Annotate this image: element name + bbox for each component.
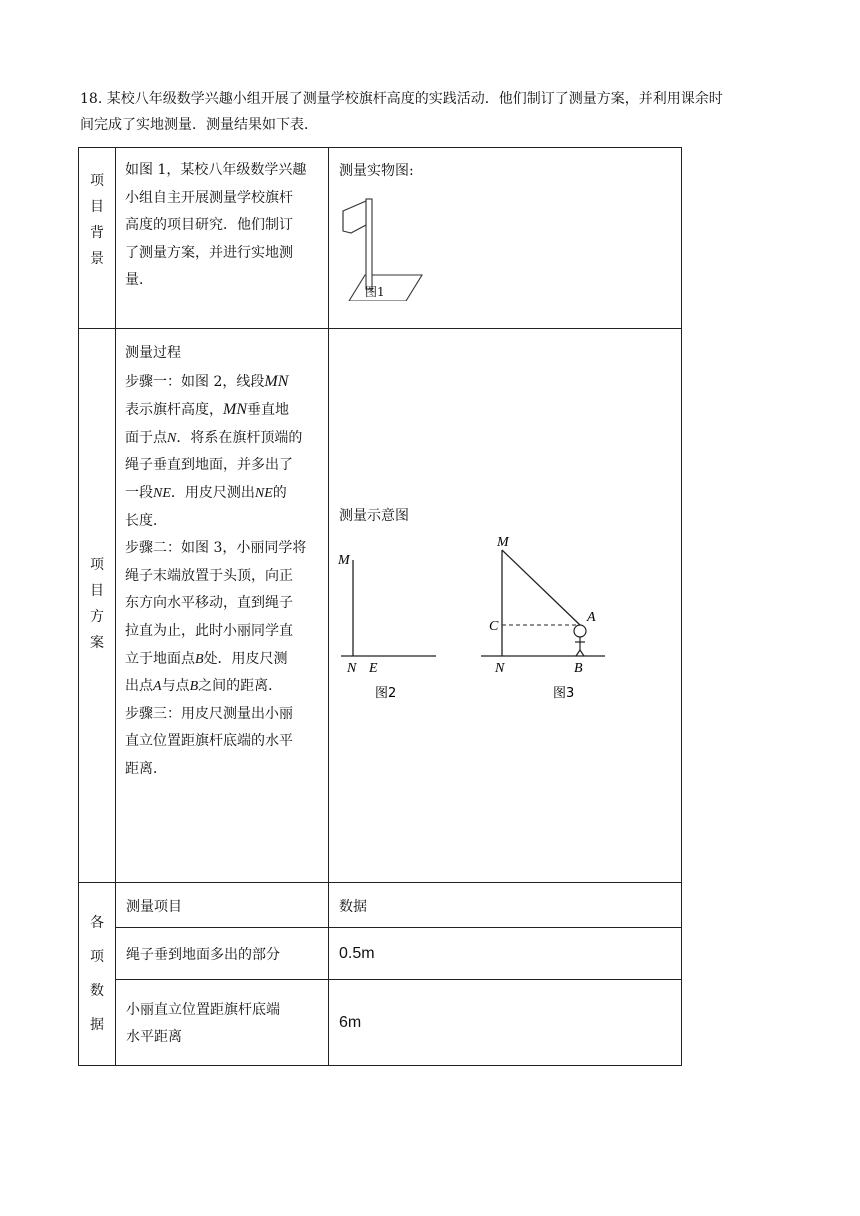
data-row xyxy=(79,928,682,980)
fig2-caption: 图2 xyxy=(375,686,397,701)
step1-line: 面于点N．将系在旗杆顶端的 xyxy=(125,429,303,446)
step1-line: 长度． xyxy=(125,512,167,529)
data-header-row xyxy=(79,883,682,928)
fig3-person-leg-left xyxy=(576,650,580,656)
header-char: 方 xyxy=(90,608,104,625)
flag-shape xyxy=(343,201,366,233)
step1-line: 步骤一：如图 2，线段MN xyxy=(125,372,289,390)
header-char: 据 xyxy=(90,1017,104,1033)
header-char: 数 xyxy=(90,983,104,999)
figure3-diagram xyxy=(481,535,605,701)
step1-line: 绳子垂直到地面，并多出了 xyxy=(125,457,293,474)
background-header xyxy=(79,148,116,329)
fig3-person-leg-right xyxy=(580,650,584,656)
header-char: 景 xyxy=(90,251,104,267)
plan-title: 测量过程 xyxy=(125,345,181,361)
step1-line: 一段NE．用皮尺测出NE的 xyxy=(125,484,287,501)
data-header xyxy=(79,883,116,1066)
intro-line-1: 18. 某校八年级数学兴趣小组开展了测量学校旗杆高度的实践活动．他们制订了测量方案，并利用课余时 xyxy=(80,91,723,107)
data-item-cell: 绳子垂到地面多出的部分 xyxy=(116,928,329,980)
step2-line: 拉直为止，此时小丽同学直 xyxy=(125,622,293,639)
problem-intro xyxy=(80,86,780,138)
fig3-person-head xyxy=(574,625,586,637)
header-char: 背 xyxy=(90,225,104,241)
step3-line: 距离． xyxy=(125,760,167,777)
figure2-diagram xyxy=(337,553,436,701)
background-line: 了测量方案，并进行实地测 xyxy=(125,244,293,261)
column-header-item: 测量项目 xyxy=(116,883,329,928)
fig3-rope-line xyxy=(502,550,580,625)
header-char: 目 xyxy=(90,199,104,215)
step2-line: 出点A与点B之间的距离． xyxy=(125,678,283,695)
background-text xyxy=(116,148,329,329)
step3-line: 步骤三：用皮尺测量出小丽 xyxy=(125,705,293,722)
background-row xyxy=(79,148,682,329)
step3-line: 直立位置距旗杆底端的水平 xyxy=(125,733,293,750)
header-char: 项 xyxy=(90,949,104,965)
plan-header xyxy=(79,329,116,883)
header-char: 项 xyxy=(90,173,104,189)
background-line: 如图 1，某校八年级数学兴趣 xyxy=(125,162,307,178)
measurement-table xyxy=(78,147,682,1066)
data-item-cell: 小丽直立位置距旗杆底端 水平距离 xyxy=(116,980,329,1066)
background-line: 高度的项目研究．他们制订 xyxy=(125,217,293,233)
step1-line: 表示旗杆高度，MN垂直地 xyxy=(125,401,289,419)
step2-line: 步骤二：如图 3，小丽同学将 xyxy=(125,540,307,557)
header-char: 目 xyxy=(90,582,104,599)
header-char: 案 xyxy=(90,634,104,651)
diagram-title: 测量示意图 xyxy=(339,508,409,524)
fig3-label-a: A xyxy=(587,610,596,625)
background-figure-cell xyxy=(329,148,682,329)
figure1-flagpole-diagram xyxy=(329,181,449,301)
step2-line: 绳子末端放置于头顶，向正 xyxy=(125,567,293,584)
header-char: 项 xyxy=(90,556,104,573)
fig3-label-b: B xyxy=(574,661,583,676)
fig2-label-e: E xyxy=(369,661,378,676)
measurement-diagrams xyxy=(329,534,629,714)
background-line: 小组自主开展测量学校旗杆 xyxy=(125,189,293,206)
data-value-cell: 0.5m xyxy=(329,928,682,980)
fig2-label-n: N xyxy=(347,661,357,676)
background-line: 量． xyxy=(125,272,153,288)
intro-line-2: 间完成了实地测量．测量结果如下表． xyxy=(80,117,318,133)
flagpole-shape xyxy=(366,199,372,289)
column-header-data: 数据 xyxy=(329,883,682,928)
ground-plane-shape xyxy=(349,275,422,301)
fig3-label-c: C xyxy=(489,619,499,634)
data-row xyxy=(79,980,682,1066)
data-value-cell: 6m xyxy=(329,980,682,1066)
plan-text xyxy=(116,329,329,883)
fig3-label-m: M xyxy=(497,535,509,550)
plan-diagram-cell xyxy=(329,329,682,883)
fig3-label-n: N xyxy=(495,661,505,676)
figure1-title: 测量实物图: xyxy=(339,163,414,179)
step2-line: 立于地面点B处．用皮尺测 xyxy=(125,650,288,667)
header-char: 各 xyxy=(90,915,104,931)
fig2-label-m: M xyxy=(338,553,350,568)
step2-line: 东方向水平移动，直到绳子 xyxy=(125,595,293,612)
figure1-caption: 图1 xyxy=(365,285,385,299)
plan-row xyxy=(79,329,682,883)
fig3-caption: 图3 xyxy=(553,686,575,701)
